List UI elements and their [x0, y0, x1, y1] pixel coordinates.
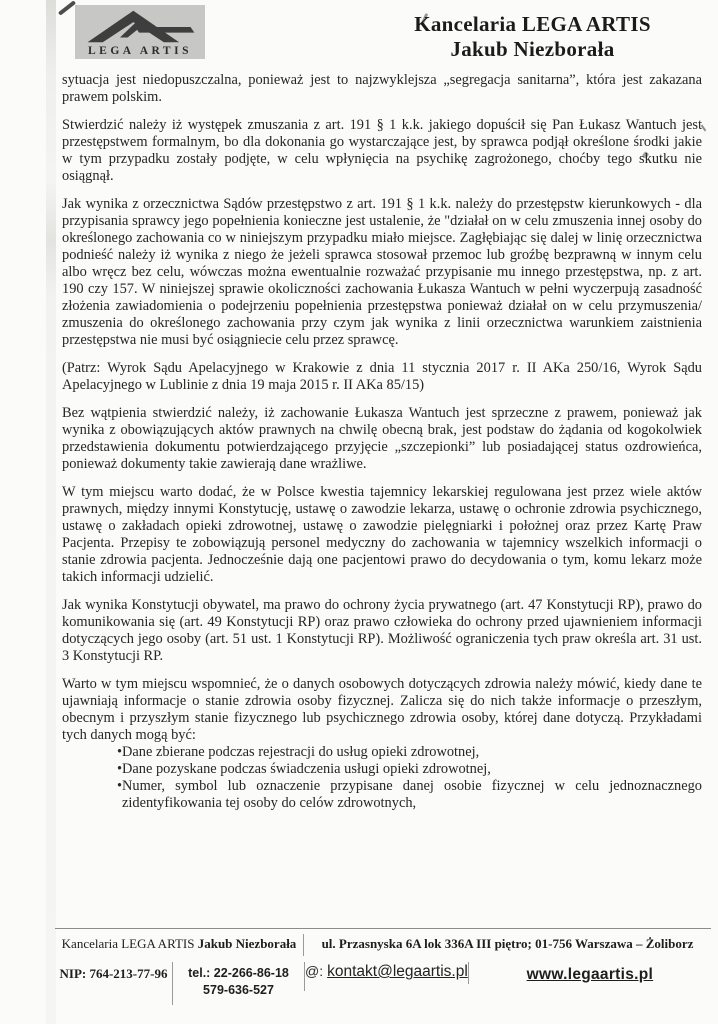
scan-artifact: [58, 0, 76, 15]
bullet-icon: •: [117, 744, 123, 760]
list-item: [62, 744, 702, 761]
footer-address: ul. Przasnyska 6A lok 336A III piętro; 01-756 Warszawa – Żoliborz: [303, 934, 711, 956]
list-item-text: Dane pozyskane podczas świadczenia usługi opieki zdrowotnej,: [122, 761, 491, 777]
letter-footer: [55, 928, 711, 1005]
footer-phone: [172, 962, 304, 1005]
scan-artifact: [46, 0, 56, 1024]
footer-phone-line2: 579-636-527: [203, 983, 274, 997]
paragraph: Jak wynika Konstytucji obywatel, ma prawo do ochrony życia prywatnego (art. 47 Konstytucji RP), prawo do komunikowania się (art. 49 Konstytucji RP) oraz prawo człowieka do ochrony przed ujawnieniem informacji dotyczących jego osoby (art. 51 ust. 1 Konstytucji RP). Możliwość ograniczenia tych praw określa art. 31 ust. 3 Konstytucji RP.: [62, 597, 702, 664]
page-title: Kancelaria LEGA ARTIS: [414, 12, 651, 36]
footer-email-label: @:: [305, 963, 324, 979]
footer-nip: NIP: 764-213-77-96: [59, 966, 168, 981]
paragraph: Jak wynika z orzecznictwa Sądów przestępstwo z art. 191 § 1 k.k. należy do przestępstw kierunkowych - dla przypisania sprawcy jego popełnienia konieczne jest ustalenie, że "działał on w celu zmuszenia innej osoby do określonego zachowania co w niniejszym przypadku miało miejsce. Zagłębiając się dalej w linię orzecznictwa podnieść należy iż wynika z niego że jeżeli sprawca stosował przemoc lub groźbę bezprawną w innym celu albo wręcz bez celu, wówczas można ewentualnie rozważać przypisanie mu innego przestępstwa, np. z art. 190 czy 157. W niniejszej sprawie okoliczności zachowania Łukasza Wantuch w pełni wyczerpują zasadność złożenia zawiadomienia o podejrzeniu popełnienia przestępstwa ponieważ działał on w celu przymuszenia/ zmuszenia do określonego zachowania przy czym jak wynika z linii orzecznictwa warunkiem zaistnienia przestępstwa nie musi być osiągniecie celu przez sprawcę.: [62, 196, 702, 348]
paragraph: Bez wątpienia stwierdzić należy, iż zachowanie Łukasza Wantuch jest sprzeczne z prawem, ponieważ jak wynika z obowiązujących aktów prawnych na chwilę obecną brak, jest podstaw do żądania od kogokolwiek przedstawienia dokumentu potwierdzającego przyjęcie „szczepionki” lub posiadającej status ozdrowieńca, ponieważ dokumenty takie zawierają dane wrażliwe.: [62, 405, 702, 472]
paragraph: W tym miejscu warto dodać, że w Polsce kwestia tajemnicy lekarskiej regulowana jest przez wiele aktów prawnych, między innymi Konstytucję, ustawę o zawodzie lekarza, ustawę o ochronie zdrowia psychicznego, ustawę o zakładach opieki zdrowotnej, ustawę o zawodzie pielęgniarki i położnej oraz przez Kartę Praw Pacjenta. Przepisy te zobowiązują personel medyczny do zachowania w tajemnicy wszelkich informacji o stanie zdrowia pacjenta. Jednocześnie dają one pacjentowi prawo do decydowania o tym, komu lekarz może takich informacji udzielić.: [62, 484, 702, 585]
letterhead: [365, 12, 700, 62]
bullet-list: [62, 744, 702, 812]
footer-row-1: [55, 934, 711, 956]
footer-website: [468, 962, 711, 984]
list-item: [62, 761, 702, 778]
footer-email-link[interactable]: kontakt@legaartis.pl: [327, 963, 468, 980]
footer-phone-line1: tel.: 22-266-86-18: [188, 966, 289, 980]
list-item: [62, 778, 702, 812]
footer-row-2: [55, 962, 711, 1005]
paragraph: (Patrz: Wyrok Sądu Apelacyjnego w Krakowie z dnia 11 stycznia 2017 r. II AKa 250/16, Wyrok Sądu Apelacyjnego w Lublinie z dnia 19 maja 2015 r. II AKa 85/15): [62, 360, 702, 393]
logo-text: LEGA ARTIS: [88, 45, 192, 57]
list-item-text: Numer, symbol lub oznaczenie przypisane danej osobie fizycznej w celu jednoznacznego zidentyfikowania tej osoby do celów zdrowotnych,: [122, 778, 702, 811]
footer-firm: Kancelaria LEGA ARTIS: [61, 936, 195, 951]
document-body: [62, 72, 702, 812]
footer-firm-name: [55, 934, 303, 956]
bullet-icon: •: [117, 761, 123, 777]
paragraph: Stwierdzić należy iż występek zmuszania z art. 191 § 1 k.k. jakiego dopuścił się Pan Łukasz Wantuch jest przestępstwem formalnym, bo dla dokonania go wystarczające jest, by sprawca podjął określone środki jakie w tym przypadku zostały podjęte, w celu wpłynięcia na psychikę zagrożonego, choćby tego skutku nie osiągnął.: [62, 117, 702, 184]
paragraph: sytuacja jest niedopuszczalna, ponieważ jest to najzwyklejsza „segregacja sanitarna”, która jest zakazana prawem polskim.: [62, 72, 702, 105]
logo: [75, 5, 205, 59]
paragraph: Warto w tym miejscu wspomnieć, że o danych osobowych dotyczących zdrowia należy mówić, kiedy dane te ujawniają informacje o stanie zdrowia osoby fizycznej. Zalicza się do nich także informacje o przeszłym, obecnym i przyszłym stanie fizycznego lub psychicznego zdrowia osoby, której dane dotyczą. Przykładami tych danych mogą być:: [62, 676, 702, 743]
footer-person: Jakub Niezborała: [197, 936, 297, 951]
footer-website-link[interactable]: www.legaartis.pl: [526, 966, 654, 983]
page-subtitle: Jakub Niezborała: [450, 37, 615, 61]
footer-email: [304, 962, 468, 991]
bullet-icon: •: [117, 778, 123, 794]
lega-artis-triangle-icon: [78, 7, 202, 45]
list-item-text: Dane zbierane podczas rejestracji do usług opieki zdrowotnej,: [122, 744, 480, 760]
